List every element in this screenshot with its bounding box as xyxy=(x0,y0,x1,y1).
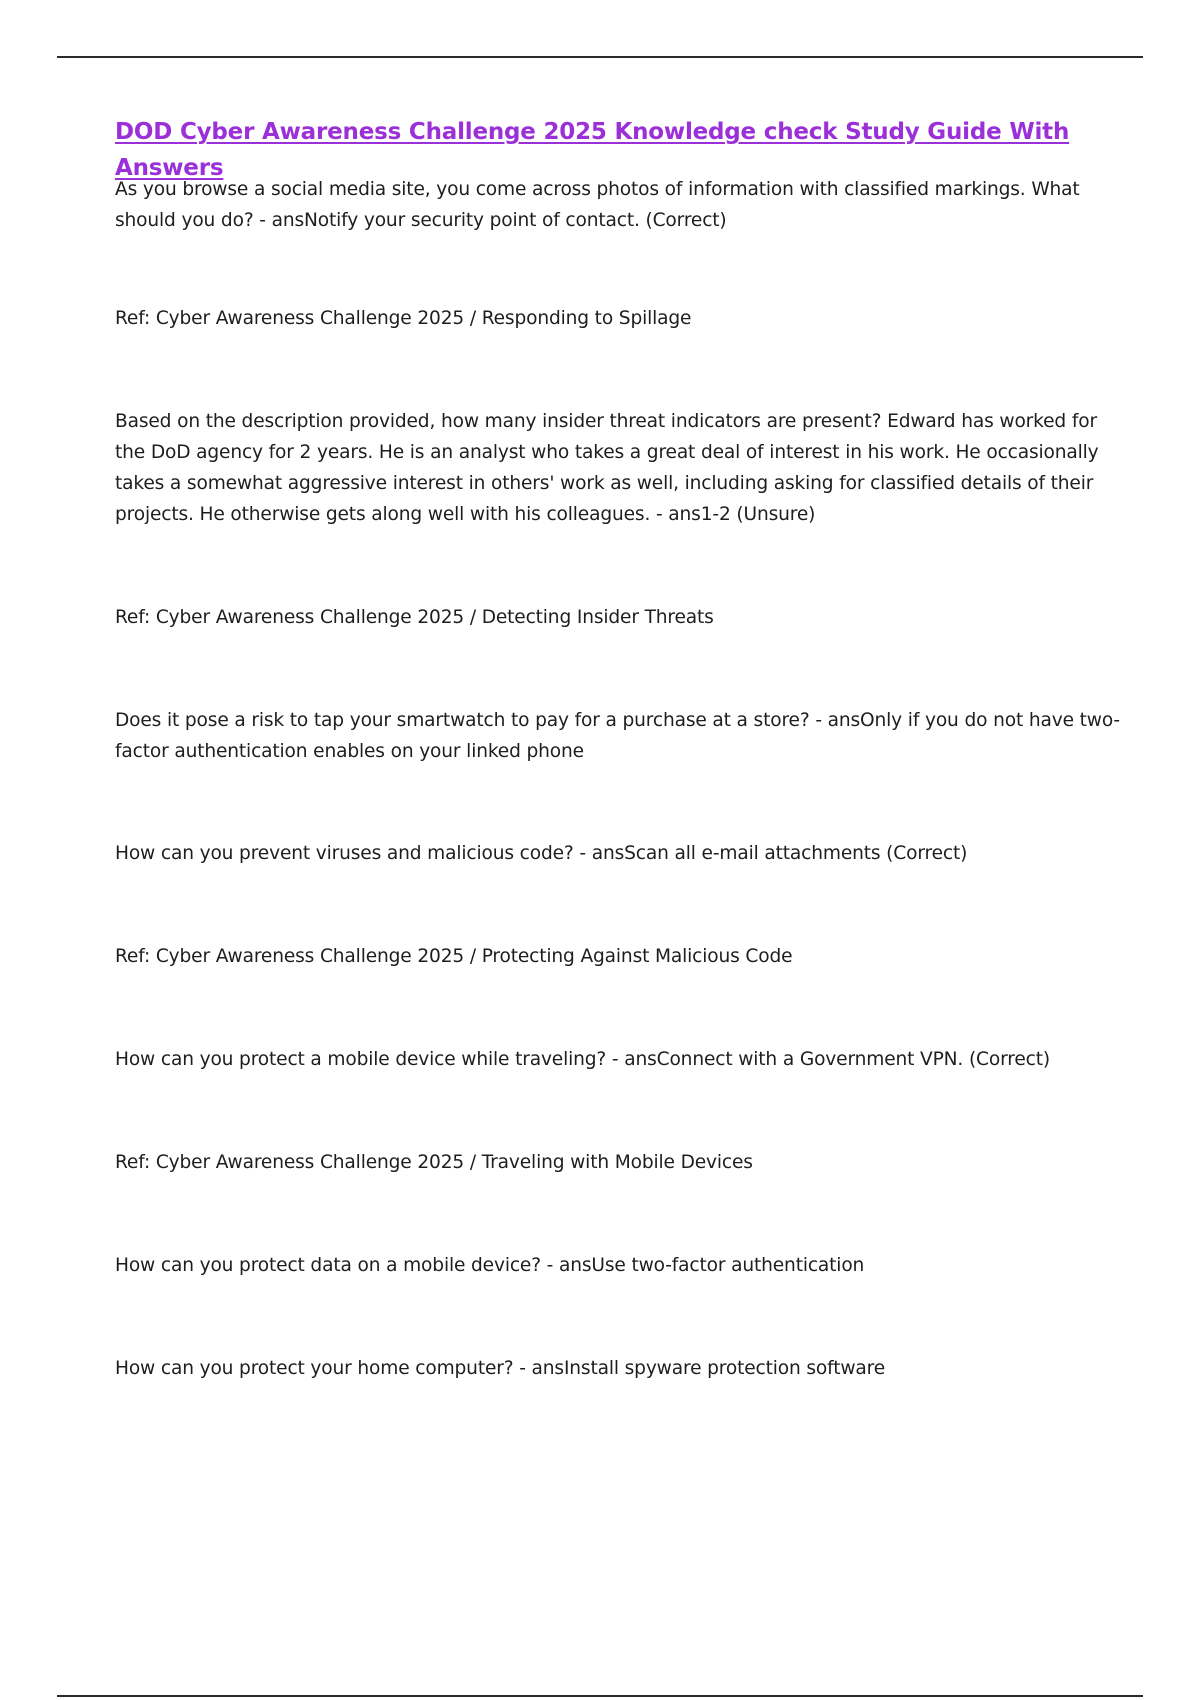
qa-paragraph-1: As you browse a social media site, you come across photos of information with classified markings. What should you do? - ansNotify your security point of contact. (Correct) xyxy=(115,179,1080,231)
qa-paragraph-5: How can you protect a mobile device while traveling? - ansConnect with a Government VPN. (Correct) xyxy=(115,1049,1050,1070)
document-title-link[interactable]: DOD Cyber Awareness Challenge 2025 Knowledge check Study Guide With Answers xyxy=(115,119,1070,181)
qa-paragraph-2: Based on the description provided, how many insider threat indicators are present? Edward has worked for the DoD agency for 2 years. He is an analyst who takes a great deal of interest in his work. He occasionally takes a somewhat aggressive interest in others' work as well, including asking for classified details of their projects. He otherwise gets along well with his colleagues. - ans1-2 (Unsure) xyxy=(115,411,1099,525)
top-horizontal-rule xyxy=(57,56,1143,58)
reference-paragraph-4: Ref: Cyber Awareness Challenge 2025 / Traveling with Mobile Devices xyxy=(115,1152,753,1173)
reference-paragraph-3: Ref: Cyber Awareness Challenge 2025 / Protecting Against Malicious Code xyxy=(115,946,793,967)
qa-paragraph-7: How can you protect your home computer? - ansInstall spyware protection software xyxy=(115,1358,886,1379)
qa-paragraph-6: How can you protect data on a mobile device? - ansUse two-factor authentication xyxy=(115,1255,865,1276)
document-body xyxy=(115,114,1125,1379)
reference-paragraph-2: Ref: Cyber Awareness Challenge 2025 / Detecting Insider Threats xyxy=(115,607,714,628)
bottom-horizontal-rule xyxy=(57,1695,1143,1697)
qa-paragraph-4: How can you prevent viruses and malicious code? - ansScan all e-mail attachments (Correct) xyxy=(115,843,968,864)
qa-paragraph-3: Does it pose a risk to tap your smartwatch to pay for a purchase at a store? - ansOnly if you do not have two-factor authentication enables on your linked phone xyxy=(115,710,1120,762)
reference-paragraph-1: Ref: Cyber Awareness Challenge 2025 / Responding to Spillage xyxy=(115,308,692,329)
